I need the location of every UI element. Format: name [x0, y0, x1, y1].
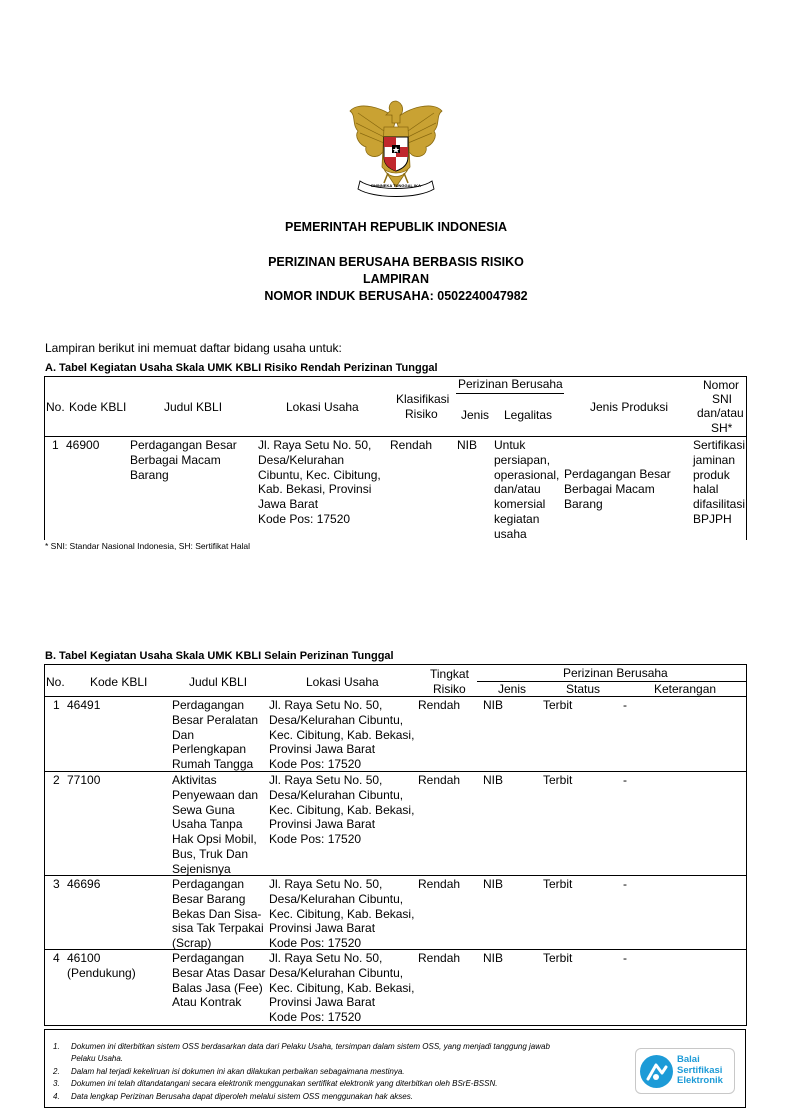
table-b-title: B. Tabel Kegiatan Usaha Skala UMK KBLI Selain Perizinan Tunggal — [45, 650, 394, 662]
text-line: Besar Atas Dasar — [172, 965, 266, 980]
table-b-cell-status: Terbit — [543, 951, 573, 965]
header-nib: NOMOR INDUK BERUSAHA: 0502240047982 — [264, 289, 528, 303]
table-b-header-tingkat-1: Tingkat — [430, 667, 469, 681]
table-b-header-kode: Kode KBLI — [90, 675, 148, 689]
bsre-logo — [635, 1048, 735, 1094]
table-b-header-status: Status — [566, 682, 601, 696]
note-text: Pelaku Usaha. — [71, 1054, 124, 1064]
text-line: Kec. Cibitung, Kab. Bekasi, — [269, 802, 415, 817]
note-text: Dokumen ini telah ditandatangani secara elektronik menggunakan sertifikat elektronik yang diterbitkan oleh BSrE-BSSN. — [71, 1079, 498, 1089]
table-b-cell-lokasi — [269, 951, 414, 1025]
text-line: Kode Pos: 17520 — [269, 832, 362, 847]
table-b-cell-no: 3 — [53, 877, 60, 891]
footer-notes-list — [47, 1041, 637, 1103]
table-a-cell-judul — [130, 438, 237, 482]
table-b-cell-kode: 46491 — [67, 698, 101, 712]
text-line: Kec. Cibitung, Kab. Bekasi, — [269, 980, 415, 995]
text-line: Provinsi Jawa Barat — [269, 921, 376, 936]
header-government: PEMERINTAH REPUBLIK INDONESIA — [284, 220, 507, 234]
intro-text: Lampiran berikut ini memuat daftar bidang usaha untuk: — [45, 341, 342, 355]
table-b-header-perizinan: Perizinan Berusaha — [563, 666, 668, 680]
table-a-cell-kode: 46900 — [66, 438, 100, 452]
text-line: Berbagai Macam — [130, 452, 221, 467]
table-a-cell-klasifikasi: Rendah — [390, 438, 433, 452]
text-line: Perdagangan — [172, 877, 245, 891]
table-b-cell-judul — [172, 951, 265, 1010]
table-b-cell-no: 4 — [53, 951, 60, 965]
text-line: Jawa Barat — [258, 497, 319, 512]
text-line: Kec. Cibitung, Kab. Bekasi, — [269, 727, 415, 742]
table-b-header-jenis: Jenis — [498, 682, 527, 696]
table-a-header-sni-3: dan/atau — [697, 406, 744, 420]
bsre-logo-line: Balai — [677, 1054, 700, 1065]
footer-note: 2. Dalam hal terjadi kekeliruan isi dokumen ini akan dilakukan perbaikan sebagaimana mestinya. — [53, 1066, 405, 1076]
table-b-cell-status: Terbit — [543, 877, 573, 891]
text-line: Cibuntu, Kec. Cibitung, — [258, 467, 381, 482]
table-a-cell-lokasi — [258, 438, 381, 527]
table-a-header-klasifikasi-1: Klasifikasi — [396, 392, 450, 406]
table-b-cell-judul — [172, 773, 258, 877]
text-line: Aktivitas — [172, 773, 217, 787]
table-b-cell-judul — [172, 877, 264, 951]
text-line: Perlengkapan — [172, 742, 247, 757]
text-line: Usaha Tanpa — [172, 817, 243, 832]
text-line: Perdagangan — [172, 698, 245, 712]
text-line: Kode Pos: 17520 — [269, 1010, 362, 1025]
table-b-cell-kode: 46696 — [67, 877, 101, 891]
table-b-cell-tingkat: Rendah — [418, 698, 461, 712]
text-line: difasilitasi — [693, 497, 746, 512]
text-line: Atau Kontrak — [172, 995, 242, 1010]
text-line: usaha — [494, 526, 527, 541]
footer-note: 1. Dokumen ini diterbitkan sistem OSS berdasarkan data dari Pelaku Usaha, tersimpan dalam sistem OSS, yang menjadi tanggung jawab Pelaku Usaha. — [53, 1042, 550, 1064]
table-b-cell-jenis: NIB — [483, 698, 504, 712]
text-line: Kec. Cibitung, Kab. Bekasi, — [269, 906, 415, 921]
note-text: Dalam hal terjadi kekeliruan isi dokumen ini akan dilakukan perbaikan sebagaimana mestinya. — [71, 1066, 405, 1076]
table-b-cell-jenis: NIB — [483, 773, 504, 787]
table-b-cell-keterangan: - — [623, 951, 627, 965]
table-b-header-tingkat-2: Risiko — [433, 682, 466, 696]
table-b-cell-kode — [67, 951, 136, 981]
text-line: Perdagangan — [172, 951, 245, 965]
text-line: Desa/Kelurahan Cibuntu, — [269, 787, 404, 802]
footer-note: 4. Data lengkap Perizinan Berusaha dapat diperoleh melalui sistem OSS menggunakan hak akses. — [53, 1091, 413, 1101]
text-line: kegiatan — [494, 511, 540, 526]
table-b-cell-lokasi — [269, 877, 414, 951]
bsre-logo-text — [677, 1055, 723, 1087]
text-line: Barang — [564, 496, 603, 511]
table-b-header-lokasi: Lokasi Usaha — [306, 675, 379, 689]
text-line: Dan — [172, 727, 195, 742]
text-line: Provinsi Jawa Barat — [269, 742, 376, 757]
table-a-cell-jenis: NIB — [457, 438, 478, 452]
text-line: Untuk — [494, 438, 526, 452]
table-b-cell-jenis: NIB — [483, 951, 504, 965]
table-b-cell-keterangan: - — [623, 698, 627, 712]
table-a-cell-produk — [564, 467, 671, 511]
table-a-header-sni-4: SH* — [711, 421, 733, 435]
table-b-cell-tingkat: Rendah — [418, 951, 461, 965]
text-line: Jl. Raya Setu No. 50, — [269, 951, 383, 965]
table-b-cell-jenis: NIB — [483, 877, 504, 891]
text-line: Kode Pos: 17520 — [258, 511, 351, 526]
text-line: dan/atau — [494, 482, 541, 497]
text-line: Jl. Raya Setu No. 50, — [258, 438, 372, 452]
bsre-logo-icon — [640, 1055, 673, 1088]
text-line: Perdagangan Besar — [130, 438, 237, 452]
bsre-logo-line: Elektronik — [677, 1075, 723, 1086]
note-text: Dokumen ini diterbitkan sistem OSS berdasarkan data dari Pelaku Usaha, tersimpan dalam sistem OSS, yang menjadi tanggung jawab — [71, 1042, 550, 1051]
table-b-cell-status: Terbit — [543, 773, 573, 787]
text-line: Kab. Bekasi, Provinsi — [258, 482, 372, 497]
table-a-header-perizinan: Perizinan Berusaha — [458, 377, 563, 391]
text-line: produk — [693, 467, 730, 482]
text-line: Berbagai Macam — [564, 481, 655, 496]
table-b-cell-lokasi — [269, 773, 414, 847]
text-line: Sertifikasi — [693, 438, 746, 452]
text-line: Jl. Raya Setu No. 50, — [269, 698, 383, 712]
text-line: Hak Opsi Mobil, — [172, 832, 257, 847]
text-line: Sewa Guna — [172, 802, 235, 817]
emblem-banner-text: BHINNEKA TUNGGAL IKA — [371, 183, 421, 188]
table-a-header-jenis: Jenis — [461, 408, 490, 422]
table-a-cell-sni — [693, 438, 745, 527]
text-line: Balas Jasa (Fee) — [172, 980, 263, 995]
table-b-header-judul: Judul KBLI — [189, 675, 248, 689]
header-subtitle: LAMPIRAN — [363, 272, 429, 286]
table-b-cell-judul — [172, 698, 258, 772]
table-a-footnote: * SNI: Standar Nasional Indonesia, SH: Sertifikat Halal — [45, 541, 251, 551]
table-a-header-klasifikasi-2: Risiko — [405, 407, 438, 421]
table-a-header-judul: Judul KBLI — [164, 400, 223, 414]
table-a-header-no: No. — [46, 400, 65, 414]
text-line: Besar Peralatan — [172, 712, 259, 727]
text-line: 46100 — [67, 951, 101, 965]
table-b-cell-keterangan: - — [623, 773, 627, 787]
garuda-emblem — [344, 97, 448, 203]
text-line: Bus, Truk Dan — [172, 846, 249, 861]
table-a-cell-legalitas — [494, 438, 559, 542]
text-line: Besar Barang — [172, 891, 246, 906]
text-line: Kode Pos: 17520 — [269, 757, 362, 772]
text-line: Jl. Raya Setu No. 50, — [269, 877, 383, 891]
text-line: Provinsi Jawa Barat — [269, 995, 376, 1010]
text-line: BPJPH — [693, 511, 732, 526]
table-b-cell-tingkat: Rendah — [418, 877, 461, 891]
text-line: Desa/Kelurahan Cibuntu, — [269, 712, 404, 727]
text-line: Jl. Raya Setu No. 50, — [269, 773, 383, 787]
text-line: Provinsi Jawa Barat — [269, 817, 376, 832]
text-line: sisa Tak Terpakai — [172, 921, 264, 936]
text-line: (Scrap) — [172, 936, 212, 951]
table-b-cell-tingkat: Rendah — [418, 773, 461, 787]
text-line: Rumah Tangga — [172, 757, 254, 772]
table-a-header-lokasi: Lokasi Usaha — [286, 400, 359, 414]
text-line: Desa/Kelurahan Cibuntu, — [269, 891, 404, 906]
text-line: Desa/Kelurahan Cibuntu, — [269, 965, 404, 980]
footer-notes-box — [44, 1029, 746, 1108]
text-line: Bekas Dan Sisa- — [172, 906, 262, 921]
table-a-header-sni-2: SNI — [712, 392, 733, 406]
header-title: PERIZINAN BERUSAHA BERBASIS RISIKO — [268, 255, 524, 269]
table-a-header-legalitas: Legalitas — [504, 408, 553, 422]
text-line: komersial — [494, 497, 546, 512]
text-line: Kode Pos: 17520 — [269, 936, 362, 951]
table-a-title: A. Tabel Kegiatan Usaha Skala UMK KBLI Risiko Rendah Perizinan Tunggal — [45, 362, 438, 374]
table-b-header-keterangan: Keterangan — [654, 682, 717, 696]
bsre-logo-line: Sertifikasi — [677, 1064, 723, 1076]
table-b-cell-lokasi — [269, 698, 414, 772]
table-a-header-produk: Jenis Produksi — [590, 400, 669, 414]
note-text: Data lengkap Perizinan Berusaha dapat diperoleh melalui sistem OSS menggunakan hak akses. — [71, 1091, 413, 1101]
text-line: (Pendukung) — [67, 965, 136, 980]
text-line: halal — [693, 482, 719, 497]
text-line: jaminan — [693, 452, 736, 467]
table-a-header-kode: Kode KBLI — [69, 400, 127, 414]
table-b-cell-no: 1 — [53, 698, 60, 712]
table-b-cell-no: 2 — [53, 773, 60, 787]
footer-note: 3. Dokumen ini telah ditandatangani secara elektronik menggunakan sertifikat elektronik yang diterbitkan oleh BSrE-BSSN. — [53, 1079, 498, 1089]
table-b-header-no: No. — [46, 675, 65, 689]
text-line: Penyewaan dan — [172, 787, 259, 802]
bsre-mark-icon — [640, 1055, 673, 1088]
text-line: persiapan, — [494, 452, 551, 467]
table-b-cell-status: Terbit — [543, 698, 573, 712]
text-line: Perdagangan Besar — [564, 467, 671, 481]
text-line: operasional, — [494, 467, 560, 482]
table-a-cell-no: 1 — [52, 438, 59, 452]
text-line: Sejenisnya — [172, 861, 231, 876]
text-line: Desa/Kelurahan — [258, 452, 345, 467]
table-b-cell-keterangan: - — [623, 877, 627, 891]
text-line: Barang — [130, 467, 169, 482]
table-a-header-sni-1: Nomor — [703, 378, 740, 392]
table-b-cell-kode: 77100 — [67, 773, 101, 787]
